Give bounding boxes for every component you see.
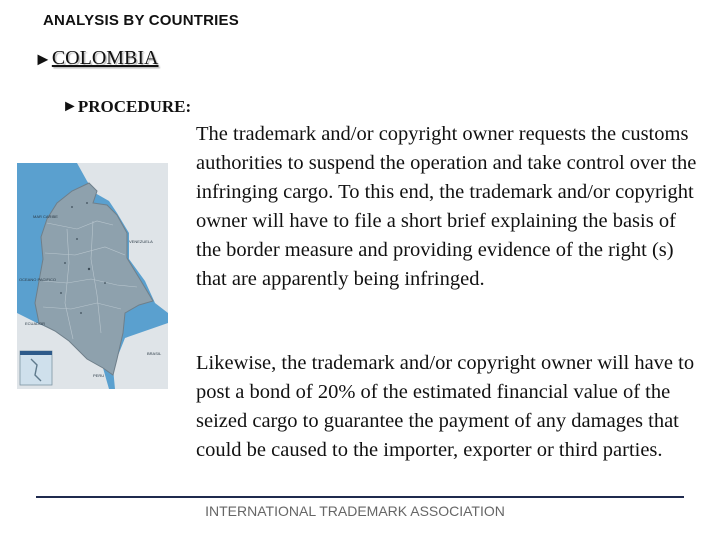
country-heading [34,47,159,70]
map-label-ecuador: ECUADOR [25,321,46,326]
colombia-map-icon [17,163,168,389]
colombia-map-image [17,163,168,389]
country-label: COLOMBIA [51,47,159,69]
triangle-bullet-icon: ► [62,98,78,115]
map-label-sea: MAR CARIBE [33,214,58,219]
procedure-paragraph-2: Likewise, the trademark and/or copyright owner will have to post a bond of 20% of the estimated financial value of the seized cargo to guarantee the payment of any damages that could be caused to the importer, exporter or third parties. [196,352,695,461]
page-title: ANALYSIS BY COUNTRIES [43,12,239,29]
map-label-pacific: OCEANO PACIFICO [19,277,57,282]
procedure-label: PROCEDURE: [77,97,192,116]
procedure-heading [62,97,191,117]
procedure-paragraph-1: The trademark and/or copyright owner requests the customs authorities to suspend the operation and take control over the infringing cargo. To this end, the trademark and/or copyright owner will have to file a short brief explaining the basis of the border measure and providing evidence of the right (s) that are apparently being infringed. [196,123,697,290]
map-label-brasil: BRASIL [147,351,162,356]
map-label-peru: PERU [93,373,105,378]
triangle-bullet-icon: ► [34,48,52,69]
footer-divider [36,496,684,498]
map-label-venezuela: VENEZUELA [129,239,153,244]
footer-text: INTERNATIONAL TRADEMARK ASSOCIATION [205,503,505,519]
